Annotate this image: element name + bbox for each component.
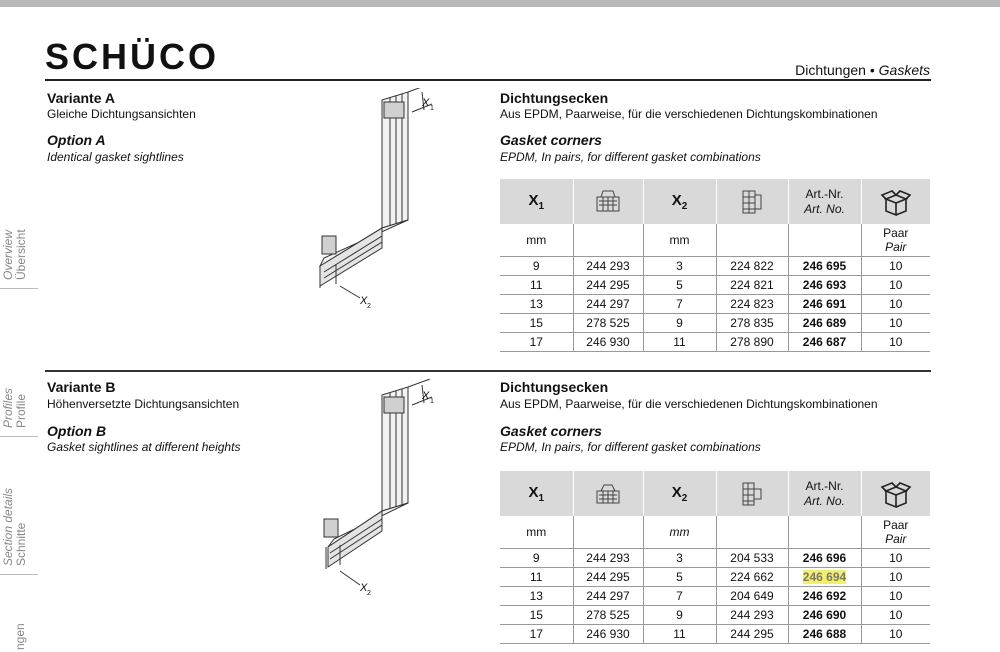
right-subtitle-de: Aus EPDM, Paarweise, für die verschiedenen Dichtungskombinationen	[500, 107, 878, 121]
right-title-en: Gasket corners	[500, 132, 602, 148]
right-title-de: Dichtungsecken	[500, 379, 609, 395]
article-number: 246 688	[788, 625, 861, 644]
gasket-corner-drawing	[300, 379, 480, 609]
side-tab-section-details-en: Schnitte	[14, 522, 28, 566]
top-bar	[0, 0, 1000, 7]
x1-label: X	[422, 390, 430, 402]
side-tab-profiles-en: Profile	[14, 393, 28, 428]
side-tab-overview-en: Übersicht	[14, 229, 28, 280]
svg-text:1: 1	[430, 398, 434, 405]
x2-label: X	[360, 295, 368, 307]
variant-title-en: Option B	[47, 423, 107, 439]
right-title-en: Gasket corners	[500, 423, 602, 439]
gasket-corner-drawing	[300, 88, 480, 318]
gasket-table-b	[500, 471, 930, 644]
col-art-no: Art.-Nr. Art. No.	[788, 179, 861, 224]
package-box-icon	[861, 179, 930, 224]
variant-subtitle-de: Höhenversetzte Dichtungsansichten	[47, 397, 240, 411]
unit-pack: Paar Pair	[861, 224, 930, 257]
side-tab-divider	[0, 436, 38, 437]
unit-pack: Paar Pair	[861, 516, 930, 549]
col-x2: $X_2$	[643, 471, 716, 516]
right-subtitle-en: EPDM, In pairs, for different gasket combinations	[500, 440, 761, 454]
col-art-no: Art.-Nr. Art. No.	[788, 471, 861, 516]
right-subtitle-en: EPDM, In pairs, for different gasket combinations	[500, 150, 761, 164]
side-tab-profiles[interactable]	[2, 388, 28, 428]
category-en: Gaskets	[878, 62, 930, 78]
article-number: 246 687	[788, 333, 861, 352]
article-number: 246 691	[788, 295, 861, 314]
table-row: 15 278 525 9 278 835 246 689 10	[500, 314, 930, 333]
unit-row	[500, 224, 930, 257]
variant-title-en: Option A	[47, 132, 106, 148]
gasket-profile-icon	[573, 471, 643, 516]
table-row: 17 246 930 11 278 890 246 687 10	[500, 333, 930, 352]
variant-subtitle-de: Gleiche Dichtungsansichten	[47, 107, 196, 121]
side-tab-section-details-de: Section details	[1, 487, 15, 566]
x2-label: X	[360, 582, 368, 594]
col-x1: $X_1$	[500, 471, 573, 516]
unit-x1: mm	[500, 516, 573, 549]
article-number: 246 695	[788, 257, 861, 276]
svg-text:2: 2	[367, 303, 371, 310]
right-subtitle-de: Aus EPDM, Paarweise, für die verschiedenen Dichtungskombinationen	[500, 397, 878, 411]
category-separator: •	[865, 62, 879, 78]
schueco-logo: SCHÜCO	[45, 36, 220, 77]
side-tab-divider	[0, 288, 38, 289]
side-tab-overview-de: Overview	[1, 229, 15, 280]
svg-text:2: 2	[367, 590, 371, 597]
gasket-profile-icon	[716, 471, 788, 516]
article-number: 246 692	[788, 587, 861, 606]
side-tab-overview[interactable]	[2, 229, 28, 280]
x1-label: X	[422, 97, 430, 109]
table-row: 17 246 930 11 244 295 246 688 10	[500, 625, 930, 644]
side-tab-gaskets-de: ngen	[13, 623, 27, 650]
header-rule	[45, 79, 931, 81]
article-number: 246 693	[788, 276, 861, 295]
variant-title-de: Variante A	[47, 90, 115, 106]
variant-title-de: Variante B	[47, 379, 116, 395]
table-row: 13 244 297 7 224 823 246 691 10	[500, 295, 930, 314]
side-tab-profiles-de: Profiles	[1, 387, 15, 428]
table-row: 15 278 525 9 244 293 246 690 10	[500, 606, 930, 625]
table-row: 9 244 293 3 224 822 246 695 10	[500, 257, 930, 276]
side-tab-section-details[interactable]	[2, 488, 28, 566]
variant-subtitle-en: Identical gasket sightlines	[47, 150, 184, 164]
variant-subtitle-en: Gasket sightlines at different heights	[47, 440, 241, 454]
package-box-icon	[861, 471, 930, 516]
page-category	[795, 62, 930, 78]
svg-text:1: 1	[430, 105, 434, 112]
category-de: Dichtungen	[795, 62, 866, 78]
article-number: 246 689	[788, 314, 861, 333]
table-row: 13 244 297 7 204 649 246 692 10	[500, 587, 930, 606]
unit-x1: mm	[500, 224, 573, 257]
gasket-profile-icon	[573, 179, 643, 224]
unit-x2: mm	[643, 224, 716, 257]
table-row: 9 244 293 3 204 533 246 696 10	[500, 549, 930, 568]
gasket-profile-icon	[716, 179, 788, 224]
table-row: 11 244 295 5 224 821 246 693 10	[500, 276, 930, 295]
right-title-de: Dichtungsecken	[500, 90, 609, 106]
col-x1: $X_1$	[500, 179, 573, 224]
side-tab-divider	[0, 574, 38, 575]
article-number: 246 696	[788, 549, 861, 568]
article-number-highlighted: 246 694	[788, 568, 861, 587]
side-tab-gaskets[interactable]	[14, 623, 27, 650]
gasket-table-a	[500, 179, 930, 352]
table-row: 11 244 295 5 224 662 246 694 10	[500, 568, 930, 587]
section-divider	[45, 370, 931, 372]
unit-x2: mm	[643, 516, 716, 549]
unit-row	[500, 516, 930, 549]
article-number: 246 690	[788, 606, 861, 625]
side-tabs	[0, 200, 40, 652]
col-x2: $X_2$	[643, 179, 716, 224]
